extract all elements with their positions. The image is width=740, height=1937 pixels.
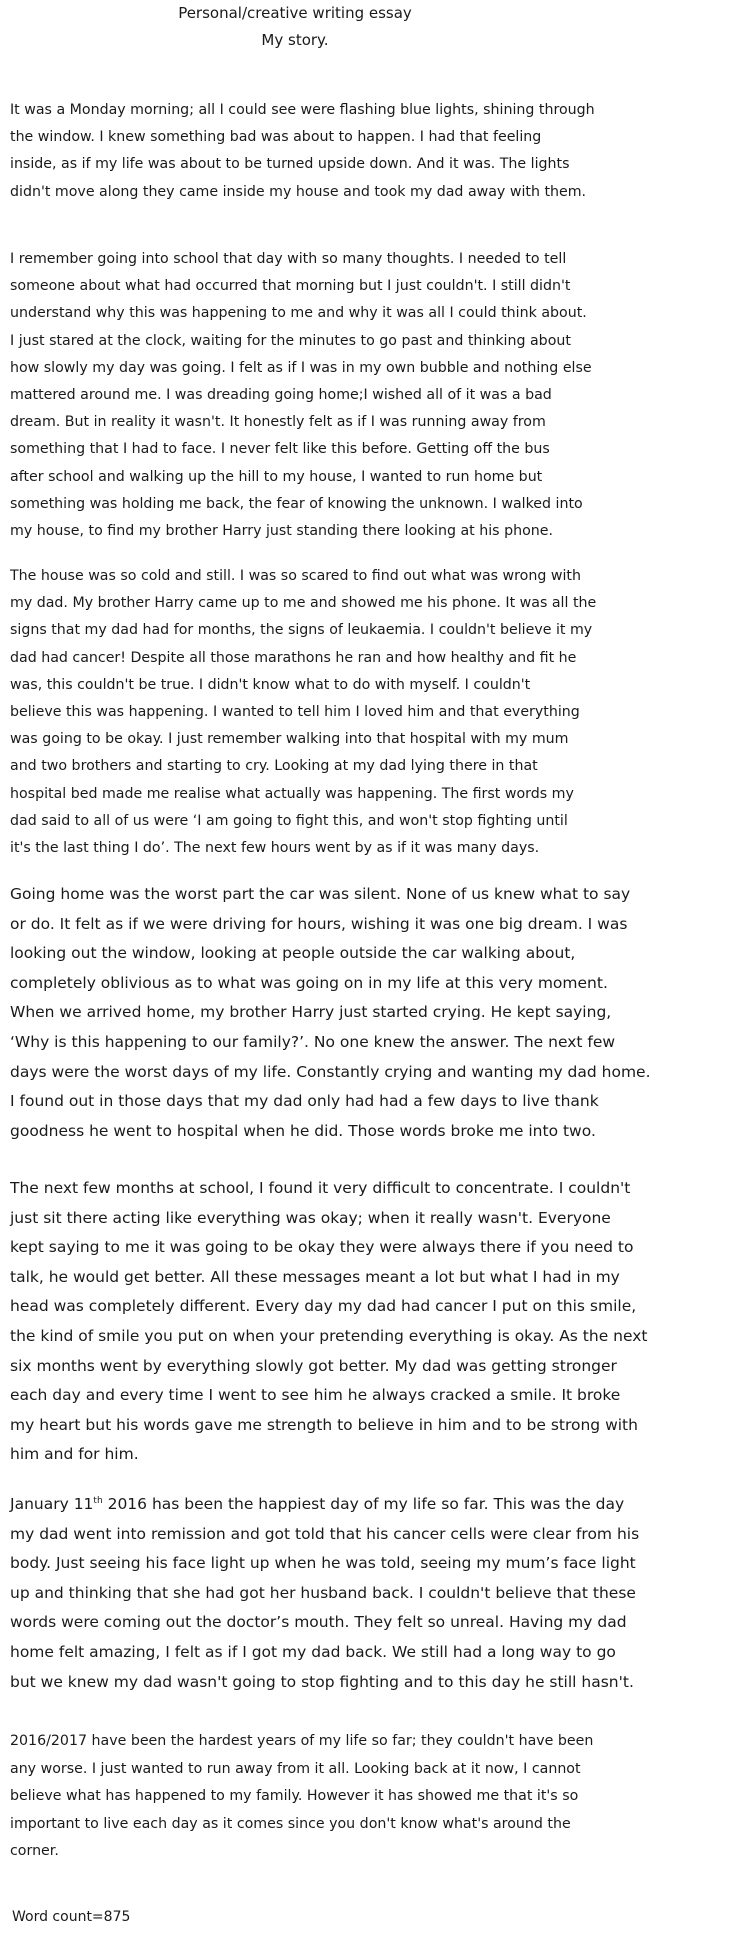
text-line: inside, as if my life was about to be turned upside down. And it was. The lights bbox=[10, 156, 570, 173]
text-line: was, this couldn't be true. I didn't know what to do with myself. I couldn't bbox=[10, 676, 531, 693]
text-line: something that I had to face. I never felt like this before. Getting off the bus bbox=[10, 441, 550, 458]
text-line: The next few months at school, I found it very difficult to concentrate. I couldn't bbox=[10, 1179, 631, 1197]
text-line bbox=[10, 1490, 670, 1520]
text-line: up and thinking that she had got her husband back. I couldn't believe that these bbox=[10, 1583, 636, 1602]
text-line: mattered around me. I was dreading going home;I wished all of it was a bad bbox=[10, 387, 552, 404]
text-line: and two brothers and starting to cry. Looking at my dad lying there in that bbox=[10, 758, 538, 775]
text-line: didn't move along they came inside my house and took my dad away with them. bbox=[10, 183, 587, 200]
paragraph-5 bbox=[10, 1174, 670, 1470]
text-line: just sit there acting like everything was okay; when it really wasn't. Everyone bbox=[10, 1208, 611, 1227]
paragraph-7 bbox=[10, 1728, 670, 1866]
text-line: kept saying to me it was going to be okay they were always there if you need to bbox=[10, 1238, 634, 1257]
text-line: someone about what had occurred that morning but I just couldn't. I still didn't bbox=[10, 278, 571, 295]
text-line: looking out the window, looking at people outside the car walking about, bbox=[10, 944, 576, 963]
text-line: completely oblivious as to what was going on in my life at this very moment. bbox=[10, 973, 608, 992]
text-line: dad said to all of us were ‘I am going to fight this, and won't stop fighting until bbox=[10, 812, 568, 829]
text-line: 2016/2017 have been the hardest years of my life so far; they couldn't have been bbox=[10, 1733, 594, 1749]
paragraph-4 bbox=[10, 880, 670, 1146]
essay-category: Personal/creative writing essay bbox=[178, 4, 412, 22]
paragraph-1 bbox=[10, 97, 670, 206]
text-line: important to live each day as it comes since you don't know what's around the bbox=[10, 1815, 571, 1832]
text-line: the kind of smile you put on when your pretending everything is okay. As the next bbox=[10, 1326, 648, 1345]
text-line: six months went by everything slowly got better. My dad was getting stronger bbox=[10, 1356, 617, 1375]
text-line: was going to be okay. I just remember walking into that hospital with my mum bbox=[10, 731, 569, 748]
text-line: the window. I knew something bad was about to happen. I had that feeling bbox=[10, 129, 542, 146]
text-line: after school and walking up the hill to my house, I wanted to run home but bbox=[10, 468, 543, 485]
text-line: something was holding me back, the fear of knowing the unknown. I walked into bbox=[10, 495, 583, 512]
text-line: understand why this was happening to me and why it was all I could think about. bbox=[10, 305, 587, 322]
text-line: believe this was happening. I wanted to tell him I loved him and that everything bbox=[10, 704, 580, 721]
text-line: When we arrived home, my brother Harry just started crying. He kept saying, bbox=[10, 1003, 612, 1022]
text-line: each day and every time I went to see him he always cracked a smile. It broke bbox=[10, 1386, 621, 1405]
text-line: my house, to find my brother Harry just standing there looking at his phone. bbox=[10, 523, 553, 540]
paragraph-3 bbox=[10, 563, 670, 862]
text-line-rest: 2016 has been the happiest day of my life so far. This was the day bbox=[102, 1495, 625, 1513]
text-line: dream. But in reality it wasn't. It honestly felt as if I was running away from bbox=[10, 414, 546, 431]
text-line: my dad went into remission and got told that his cancer cells were clear from his bbox=[10, 1524, 640, 1543]
essay-title: My story. bbox=[261, 31, 329, 49]
text-line: words were coming out the doctor’s mouth. They felt so unreal. Having my dad bbox=[10, 1613, 627, 1632]
text-line: hospital bed made me realise what actually was happening. The first words my bbox=[10, 785, 574, 802]
text-line: dad had cancer! Despite all those marathons he ran and how healthy and fit he bbox=[10, 649, 577, 666]
text-line: signs that my dad had for months, the signs of leukaemia. I couldn't believe it my bbox=[10, 622, 593, 639]
word-count: Word count=875 bbox=[12, 1909, 131, 1925]
text-line: It was a Monday morning; all I could see were flashing blue lights, shining through bbox=[10, 102, 595, 118]
text-line: my dad. My brother Harry came up to me and showed me his phone. It was all the bbox=[10, 595, 597, 612]
text-line: head was completely different. Every day my dad had cancer I put on this smile, bbox=[10, 1297, 637, 1316]
ordinal-suffix: th bbox=[93, 1495, 103, 1506]
text-line: him and for him. bbox=[10, 1445, 139, 1464]
text-line: I just stared at the clock, waiting for the minutes to go past and thinking about bbox=[10, 332, 571, 349]
essay-header bbox=[0, 0, 590, 54]
text-line: home felt amazing, I felt as if I got my dad back. We still had a long way to go bbox=[10, 1642, 616, 1661]
text-line: or do. It felt as if we were driving for hours, wishing it was one big dream. I was bbox=[10, 914, 628, 933]
text-line: believe what has happened to my family. However it has showed me that it's so bbox=[10, 1788, 579, 1804]
text-line: I found out in those days that my dad only had had a few days to live thank bbox=[10, 1092, 599, 1111]
date-text: January 11 bbox=[10, 1495, 94, 1513]
text-line: goodness he went to hospital when he did. Those words broke me into two. bbox=[10, 1121, 596, 1140]
text-line: how slowly my day was going. I felt as if I was in my own bubble and nothing else bbox=[10, 359, 592, 376]
text-line: body. Just seeing his face light up when he was told, seeing my mum’s face light bbox=[10, 1554, 636, 1573]
text-line: days were the worst days of my life. Constantly crying and wanting my dad home. bbox=[10, 1062, 651, 1081]
text-line: ‘Why is this happening to our family?’. No one knew the answer. The next few bbox=[10, 1032, 616, 1051]
text-line: it's the last thing I do’. The next few hours went by as if it was many days. bbox=[10, 840, 540, 857]
paragraph-2 bbox=[10, 246, 670, 545]
text-line: corner. bbox=[10, 1843, 59, 1859]
text-line: talk, he would get better. All these messages meant a lot but what I had in my bbox=[10, 1267, 620, 1286]
paragraph-6 bbox=[10, 1490, 670, 1697]
text-line: Going home was the worst part the car was silent. None of us knew what to say bbox=[10, 885, 631, 903]
text-line: but we knew my dad wasn't going to stop fighting and to this day he still hasn't. bbox=[10, 1672, 634, 1691]
text-line: my heart but his words gave me strength to believe in him and to be strong with bbox=[10, 1415, 638, 1434]
text-line: I remember going into school that day with so many thoughts. I needed to tell bbox=[10, 251, 567, 267]
text-line: any worse. I just wanted to run away from it all. Looking back at it now, I cannot bbox=[10, 1760, 581, 1777]
text-line: The house was so cold and still. I was so scared to find out what was wrong with bbox=[10, 568, 581, 584]
